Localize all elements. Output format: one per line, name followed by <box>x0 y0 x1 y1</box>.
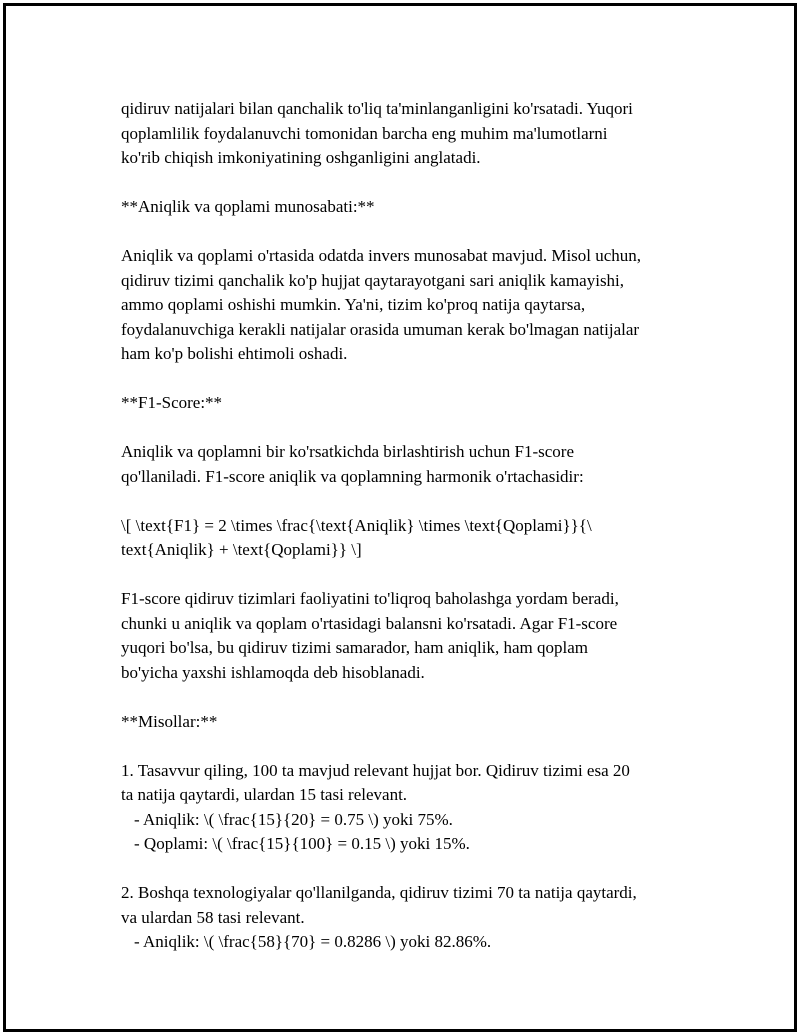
f1-explain-paragraph <box>121 587 721 685</box>
text-line: qidiruv natijalari bilan qanchalik to'liq ta'minlanganligini ko'rsatadi. Yuqori <box>121 99 633 118</box>
text-line: Aniqlik va qoplamni bir ko'rsatkichda birlashtirish uchun F1-score <box>121 442 575 461</box>
text-line: yuqori bo'lsa, bu qidiruv tizimi samarador, ham aniqlik, ham qoplam <box>121 638 588 657</box>
f1-intro-paragraph <box>121 440 721 489</box>
intro-paragraph <box>121 97 721 171</box>
text-line: 2. Boshqa texnologiyalar qo'llanilganda, qidiruv tizimi 70 ta natija qaytardi, <box>121 883 637 902</box>
text-line: va ulardan 58 tasi relevant. <box>121 907 305 927</box>
text-line: F1-score qidiruv tizimlari faoliyatini to'liqroq baholashga yordam beradi, <box>121 589 619 608</box>
example-item: - Aniqlik: \( \frac{15}{20} = 0.75 \) yoki 75%. <box>134 809 453 829</box>
document-body <box>121 97 721 955</box>
text-line: ta natija qaytardi, ulardan 15 tasi relevant. <box>121 785 408 804</box>
text-line: qo'llaniladi. F1-score aniqlik va qoplamning harmonik o'rtachasidir: <box>121 466 584 486</box>
heading-f1: **F1-Score:** <box>121 393 223 412</box>
example-2 <box>121 881 721 955</box>
example-1 <box>121 759 721 857</box>
text-line: ammo qoplami oshishi mumkin. Ya'ni, tizim ko'proq natija qaytarsa, <box>121 295 586 314</box>
text-line: 1. Tasavvur qiling, 100 ta mavjud relevant hujjat bor. Qidiruv tizimi esa 20 <box>121 760 630 780</box>
text-line: qidiruv tizimi qanchalik ko'p hujjat qaytarayotgani sari aniqlik kamayishi, <box>121 270 625 290</box>
text-line: bo'yicha yaxshi ishlamoqda deb hisoblanadi. <box>121 662 425 682</box>
example-item: - Aniqlik: \( \frac{58}{70} = 0.8286 \) yoki 82.86%. <box>134 932 492 951</box>
example-item: - Qoplami: \( \frac{15}{100} = 0.15 \) yoki 15%. <box>134 834 470 853</box>
relation-paragraph <box>121 244 721 367</box>
page-frame <box>3 3 797 1032</box>
text-line: ko'rib chiqish imkoniyatining oshganligini anglatadi. <box>121 148 481 167</box>
formula-block <box>121 514 721 563</box>
text-line: qoplamlilik foydalanuvchi tomonidan barcha eng muhim ma'lumotlarni <box>121 123 608 143</box>
heading-relation: **Aniqlik va qoplami munosabati:** <box>121 197 375 216</box>
text-line: chunki u aniqlik va qoplam o'rtasidagi balansni ko'rsatadi. Agar F1-score <box>121 613 618 633</box>
text-line: foydalanuvchiga kerakli natijalar orasida umuman kerak bo'lmagan natijalar <box>121 319 640 339</box>
formula-line: \[ \text{F1} = 2 \times \frac{\text{Aniqlik} \times \text{Qoplami}}{\ <box>121 515 592 535</box>
formula-line: text{Aniqlik} + \text{Qoplami}} \] <box>121 540 362 559</box>
heading-examples: **Misollar:** <box>121 711 218 731</box>
text-line: ham ko'p bolishi ehtimoli oshadi. <box>121 344 348 363</box>
text-line: Aniqlik va qoplami o'rtasida odatda invers munosabat mavjud. Misol uchun, <box>121 246 642 265</box>
